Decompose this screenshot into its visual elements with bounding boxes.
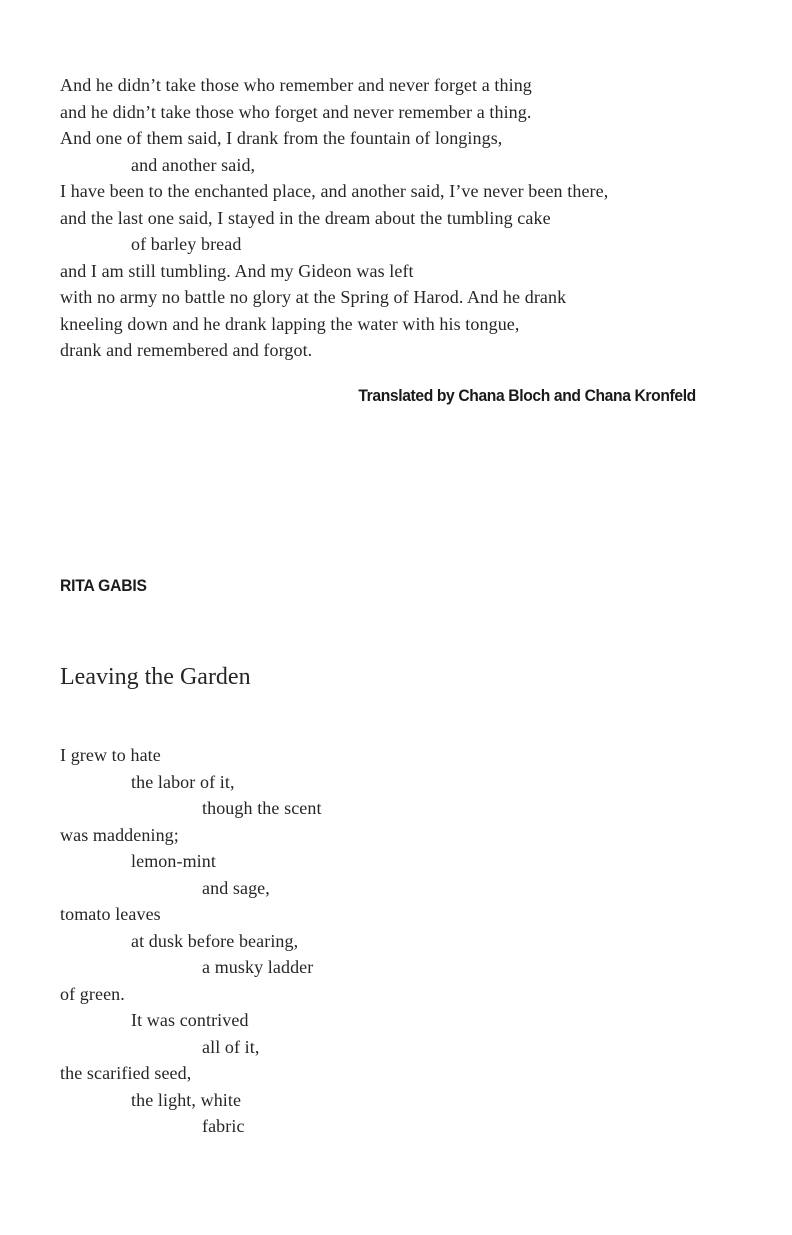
poem-author: RITA GABIS <box>60 576 147 595</box>
poem-line: at dusk before bearing, <box>131 930 299 951</box>
poem-line: tomato leaves <box>60 904 161 924</box>
translator-credit: Translated by Chana Bloch and Chana Kronfeld <box>358 386 696 405</box>
poem-line: the scarified seed, <box>60 1063 192 1083</box>
poem-line: I grew to hate <box>60 745 161 765</box>
poem-line: and another said, <box>131 154 256 175</box>
poem-line: of green. <box>60 983 125 1004</box>
poem-line: It was contrived <box>131 1010 249 1030</box>
poem-line: I have been to the enchanted place, and another said, I’ve never been there, <box>60 181 609 201</box>
poem-line: and he didn’t take those who forget and never remember a thing. <box>60 101 532 122</box>
poem-title: Leaving the Garden <box>60 664 251 690</box>
poem-line: of barley bread <box>131 234 242 254</box>
poem-line: lemon-mint <box>131 851 216 871</box>
poem-line: And one of them said, I drank from the fountain of longings, <box>60 128 503 148</box>
poem-line: with no army no battle no glory at the Spring of Harod. And he drank <box>60 287 567 307</box>
poem-line: And he didn’t take those who remember and never forget a thing <box>60 75 532 95</box>
poem-line: drank and remembered and forgot. <box>60 340 313 360</box>
poem-line: was maddening; <box>60 824 179 845</box>
poem-line: the labor of it, <box>131 771 235 792</box>
poem-line: the light, white <box>131 1089 242 1110</box>
poem-line: and sage, <box>202 877 270 898</box>
poem-line: and I am still tumbling. And my Gideon was left <box>60 260 414 281</box>
poem-line: kneeling down and he drank lapping the water with his tongue, <box>60 313 520 334</box>
poem-line: a musky ladder <box>202 957 314 977</box>
poem-line: though the scent <box>202 798 322 818</box>
poem-line: and the last one said, I stayed in the dream about the tumbling cake <box>60 207 551 228</box>
poem-line: fabric <box>202 1116 245 1136</box>
poem-line: all of it, <box>202 1036 260 1057</box>
